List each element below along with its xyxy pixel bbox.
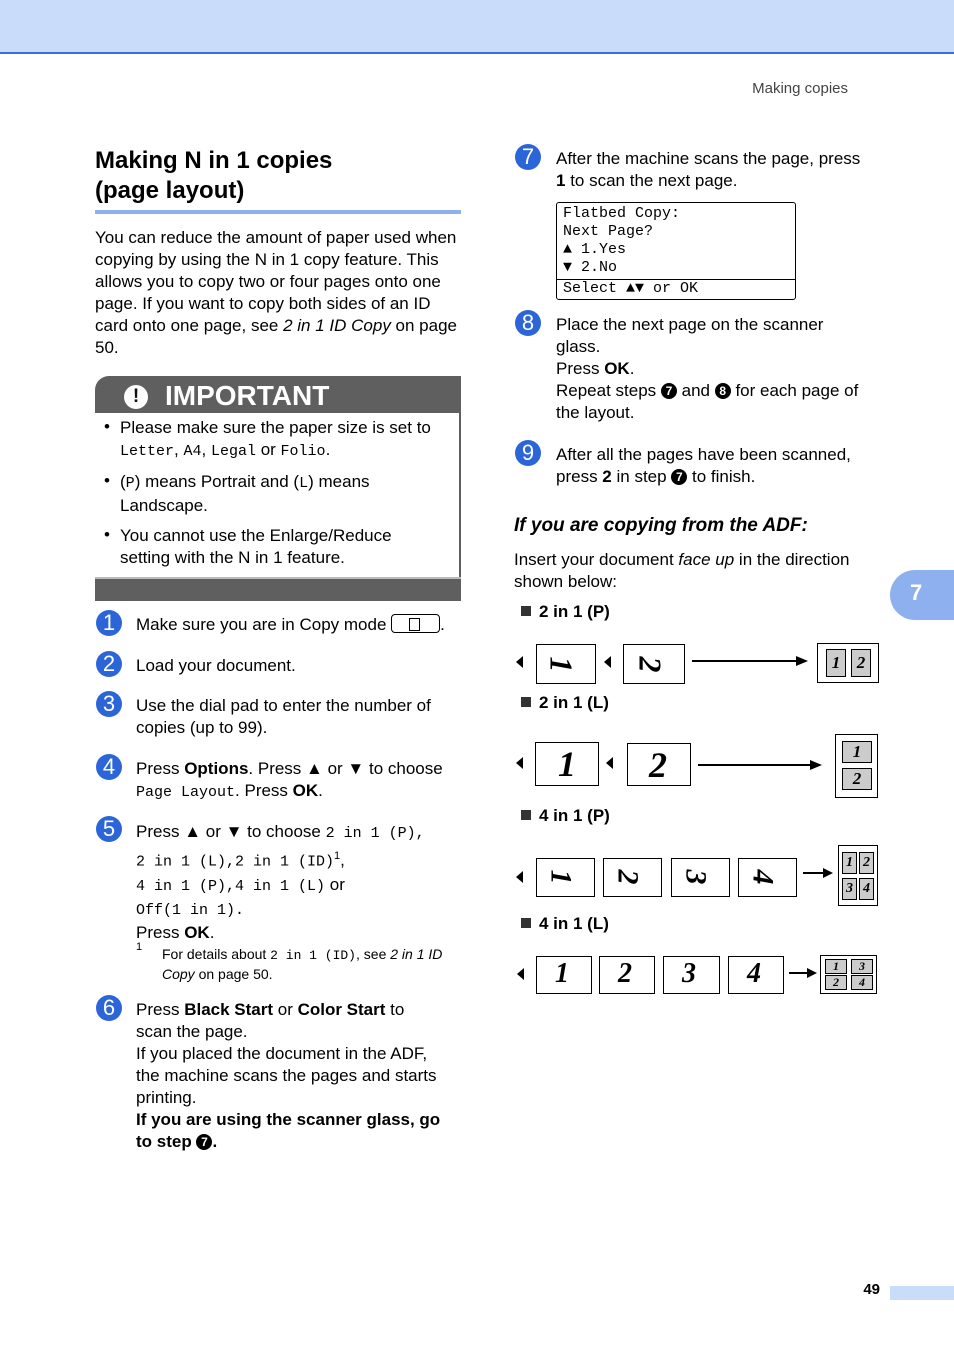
feed-arrow-icon bbox=[516, 757, 523, 769]
copy-mode-icon bbox=[391, 614, 440, 633]
bullet-marker: • bbox=[104, 471, 110, 490]
result-sheet: 1 3 2 4 bbox=[820, 955, 877, 994]
page-number: 49 bbox=[863, 1281, 880, 1298]
page-box: 2 bbox=[623, 644, 685, 684]
lcd-line-5: Select ▲▼ or OK bbox=[563, 280, 699, 297]
title-underline bbox=[95, 210, 461, 214]
feed-arrow-icon bbox=[517, 968, 524, 980]
important-bullet-1: Please make sure the paper size is set to Letter, A4, Legal or Folio. bbox=[120, 418, 431, 460]
step-1-badge: 1 bbox=[96, 610, 122, 636]
lcd-line-1: Flatbed Copy: bbox=[563, 205, 681, 222]
step-4-badge: 4 bbox=[96, 754, 122, 780]
page-box: 1 bbox=[535, 742, 599, 786]
footnote-mark: 1 bbox=[136, 941, 143, 953]
result-sheet: 1 2 bbox=[835, 734, 878, 798]
page-box: 2 bbox=[603, 858, 662, 897]
result-arrow-icon bbox=[789, 966, 817, 980]
step-8-badge: 8 bbox=[515, 310, 541, 336]
page-box: 3 bbox=[671, 858, 730, 897]
step-9-badge: 9 bbox=[515, 440, 541, 466]
step-8-text: Place the next page on the scanner glass. Press OK. Repeat steps 7 and 8 for each page of the layout. bbox=[556, 315, 859, 422]
exclamation-icon: ! bbox=[124, 385, 148, 409]
feed-arrow-icon bbox=[606, 757, 613, 769]
top-banner bbox=[0, 0, 954, 54]
step-1-text: Make sure you are in Copy mode . bbox=[136, 615, 445, 634]
page-box: 2 bbox=[627, 743, 691, 786]
important-bullet-2: (P) means Portrait and (L) means Landscape. bbox=[120, 472, 370, 515]
bullet-marker: • bbox=[104, 417, 110, 436]
section-title bbox=[95, 146, 465, 206]
layout-label-4in1p: 4 in 1 (P) bbox=[521, 806, 610, 826]
step-2-badge: 2 bbox=[96, 651, 122, 677]
step-2-text: Load your document. bbox=[136, 656, 296, 675]
adf-intro: Insert your document face up in the direction shown below: bbox=[514, 550, 850, 591]
important-title: IMPORTANT bbox=[165, 380, 330, 411]
layout-label-2in1l: 2 in 1 (L) bbox=[521, 693, 609, 713]
step-6-badge: 6 bbox=[96, 995, 122, 1021]
running-header: Making copies bbox=[752, 80, 848, 97]
step-4-text: Press Options. Press ▲ or ▼ to choose Page Layout. Press OK. bbox=[136, 759, 443, 801]
step-5-badge: 5 bbox=[96, 816, 122, 842]
adf-heading: If you are copying from the ADF: bbox=[514, 515, 808, 536]
page-box: 1 bbox=[536, 858, 595, 897]
result-sheet: 1 2 3 4 bbox=[838, 845, 878, 906]
chapter-tab[interactable]: 7 bbox=[890, 570, 954, 620]
bullet-marker: • bbox=[104, 525, 110, 544]
result-arrow-icon bbox=[698, 758, 822, 772]
lcd-line-3: ▲ 1.Yes bbox=[563, 241, 627, 258]
intro-paragraph bbox=[95, 227, 465, 359]
page-box: 1 bbox=[536, 644, 596, 684]
intro-text-end: on page 50. bbox=[95, 316, 458, 357]
page-box: 4 bbox=[738, 858, 797, 897]
step-3-badge: 3 bbox=[96, 691, 122, 717]
page-box: 2 bbox=[599, 956, 655, 994]
layout-label-2in1p: 2 in 1 (P) bbox=[521, 602, 610, 622]
layout-label-4in1l: 4 in 1 (L) bbox=[521, 914, 609, 934]
title-line-2: (page layout) bbox=[95, 177, 245, 204]
step-7-text: After the machine scans the page, press 1 to scan the next page. bbox=[556, 149, 861, 190]
footer-bar bbox=[890, 1286, 954, 1300]
step-7-badge: 7 bbox=[515, 144, 541, 170]
feed-arrow-icon bbox=[516, 656, 523, 668]
lcd-line-4: ▼ 2.No bbox=[563, 259, 618, 276]
lcd-line-2: Next Page? bbox=[563, 223, 654, 240]
intro-text: You can reduce the amount of paper used when copying by using the N in 1 copy feature. This allows you to copy two or four pages onto one page. If you want to copy both sides of an ID card onto one page, see bbox=[95, 228, 457, 335]
page-box: 4 bbox=[728, 956, 784, 994]
title-line-1: Making N in 1 copies bbox=[95, 147, 333, 174]
result-arrow-icon bbox=[803, 866, 833, 880]
step-5-text: Press ▲ or ▼ to choose 2 in 1 (P), 2 in 1 (L),2 in 1 (ID)$^1$, 4 in 1 (P),4 in 1 (L) or Off(1 in 1). Press OK. bbox=[136, 822, 425, 942]
important-footer bbox=[95, 577, 461, 601]
lcd-display bbox=[556, 202, 796, 300]
feed-arrow-icon bbox=[516, 871, 523, 883]
page-box: 3 bbox=[663, 956, 720, 994]
result-arrow-icon bbox=[692, 654, 808, 668]
result-sheet: 1 2 bbox=[817, 643, 879, 683]
step-9-text: After all the pages have been scanned, press 2 in step 7 to finish. bbox=[556, 445, 851, 486]
footnote-text: For details about 2 in 1 (ID), see 2 in 1 ID Copy on page 50. bbox=[162, 946, 443, 982]
intro-link[interactable]: 2 in 1 ID Copy bbox=[283, 316, 391, 335]
step-3-text: Use the dial pad to enter the number of copies (up to 99). bbox=[136, 696, 431, 737]
page-box: 1 bbox=[536, 956, 592, 994]
step-6-text: Press Black Start or Color Start to scan the page. If you placed the document in the ADF, the machine scans the pages and starts printing. If you are using the scanner glass, go to step 7 . bbox=[136, 1000, 441, 1151]
important-bullet-3: You cannot use the Enlarge/Reduce setting with the N in 1 feature. bbox=[120, 526, 392, 567]
feed-arrow-icon bbox=[604, 656, 611, 668]
